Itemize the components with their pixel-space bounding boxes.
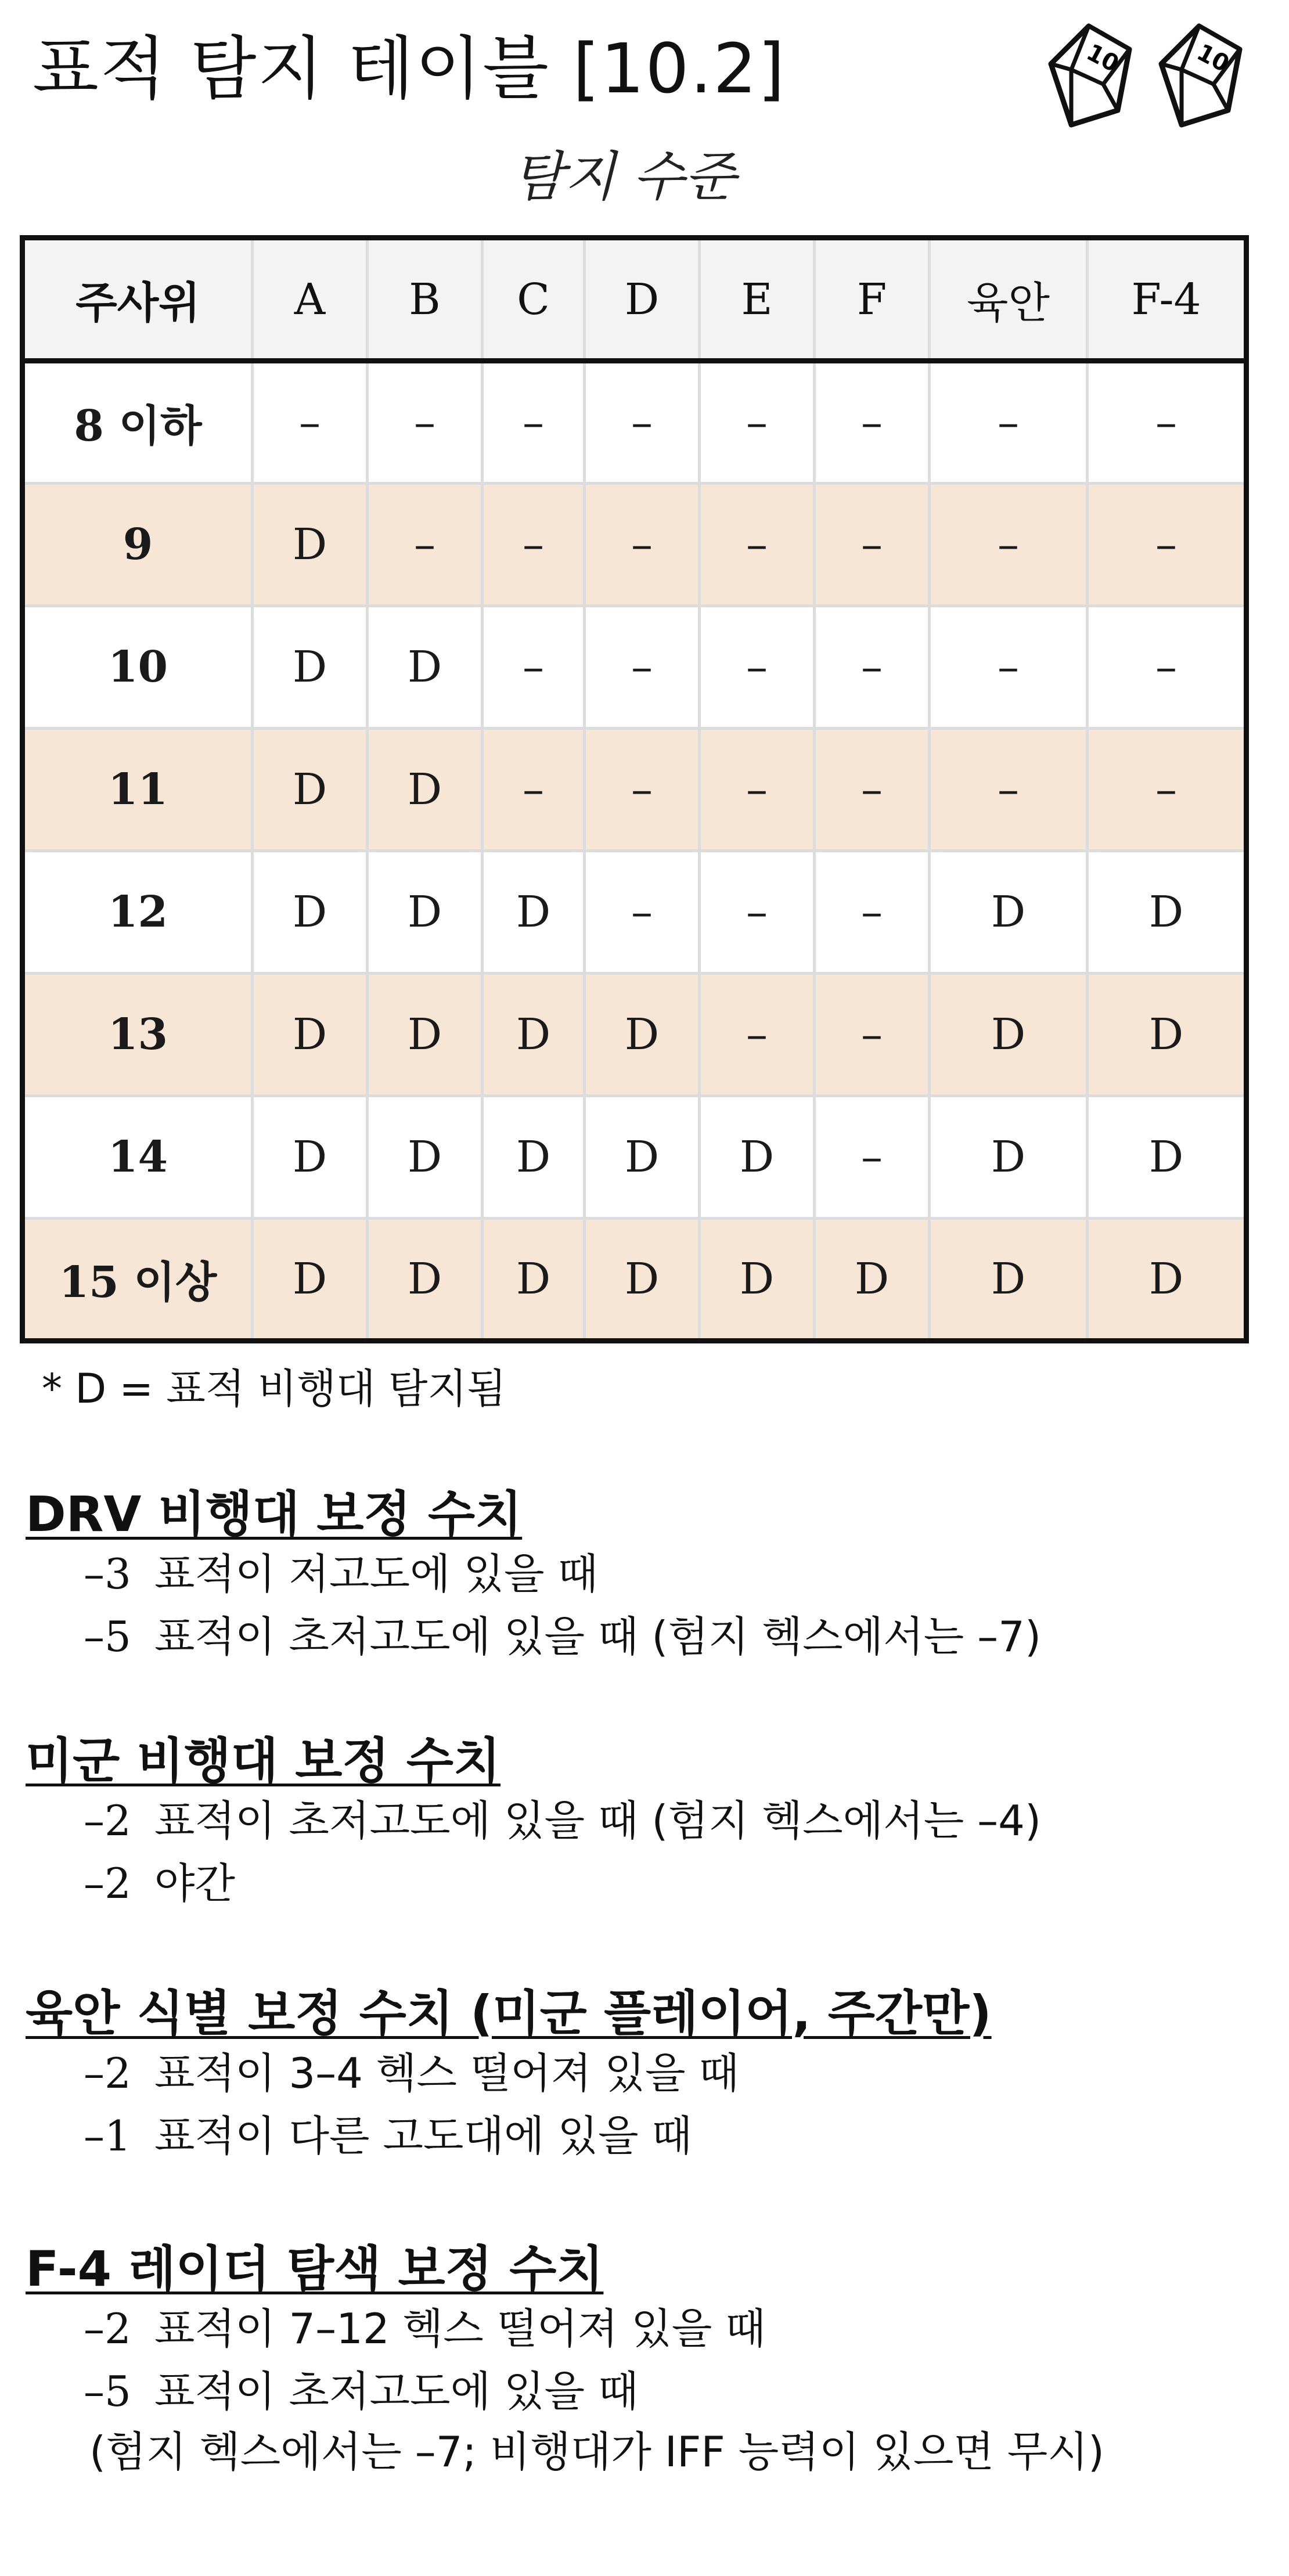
detection-cell: – [483, 729, 585, 851]
detection-cell: – [700, 606, 815, 729]
detection-cell: – [1088, 606, 1247, 729]
table-row [23, 1096, 1247, 1219]
table-row [23, 484, 1247, 606]
detection-cell: D [483, 851, 585, 974]
detection-cell: D [253, 484, 368, 606]
header-level-f: F [815, 238, 930, 361]
modifier-text: 야간 [154, 1858, 235, 1908]
header-f4: F-4 [1088, 238, 1247, 361]
die-label: 10 [1082, 39, 1124, 78]
detection-cell: D [700, 1096, 815, 1219]
detection-cell: D [483, 974, 585, 1096]
modifier-text: 표적이 초저고도에 있을 때 (험지 헥스에서는 –7) [154, 1612, 1042, 1661]
detection-cell: – [585, 361, 700, 484]
modifier-text: 표적이 저고도에 있을 때 [154, 1549, 598, 1598]
detection-cell: – [930, 729, 1088, 851]
detection-cell: D [253, 1219, 368, 1341]
table-row [23, 361, 1247, 484]
detection-cell: D [1088, 1096, 1247, 1219]
modifier-value: –1 [84, 2111, 131, 2160]
detection-cell: D [930, 974, 1088, 1096]
table-row [23, 729, 1247, 851]
header-visual: 육안 [930, 238, 1088, 361]
detection-cell: – [930, 361, 1088, 484]
detection-cell: D [368, 974, 483, 1096]
die-roll-cell: 15 이상 [23, 1219, 253, 1341]
table-row [23, 1219, 1247, 1341]
detection-cell: – [253, 361, 368, 484]
detection-cell: D [1088, 974, 1247, 1096]
detection-cell: D [368, 1096, 483, 1219]
detection-cell: D [585, 974, 700, 1096]
section-drv-modifiers [26, 1486, 1041, 1668]
detection-cell: – [1088, 361, 1247, 484]
detection-cell: – [585, 484, 700, 606]
detection-cell: D [253, 729, 368, 851]
modifier-note: (험지 헥스에서는 –7; 비행대가 IFF 능력이 있으면 무시) [89, 2427, 1105, 2476]
header-level-e: E [700, 238, 815, 361]
modifier-item [84, 1789, 1041, 1852]
page-title: 표적 탐지 테이블 [10.2] [33, 28, 786, 109]
d10-die-icon [1161, 26, 1240, 125]
table-body [23, 361, 1247, 1341]
detection-cell: D [1088, 1219, 1247, 1341]
die-roll-cell: 9 [23, 484, 253, 606]
detection-cell: – [815, 484, 930, 606]
dice-icon [1042, 17, 1274, 134]
detection-cell: D [368, 851, 483, 974]
detection-cell: D [930, 851, 1088, 974]
detection-cell: D [253, 974, 368, 1096]
header-level-b: B [368, 238, 483, 361]
modifier-item [84, 1605, 1041, 1668]
die-roll-cell: 8 이하 [23, 361, 253, 484]
d10-die-icon [1051, 26, 1129, 125]
table-row [23, 974, 1247, 1096]
detection-cell: D [368, 606, 483, 729]
table-row [23, 606, 1247, 729]
header-level-c: C [483, 238, 585, 361]
section-f4-radar-modifiers [26, 2241, 1104, 2481]
die-roll-cell: 12 [23, 851, 253, 974]
modifier-value: –2 [84, 2048, 131, 2098]
detection-cell: – [700, 851, 815, 974]
header-die: 주사위 [23, 238, 253, 361]
detection-cell: D [930, 1219, 1088, 1341]
detection-cell: D [253, 851, 368, 974]
detection-cell: D [253, 606, 368, 729]
detection-cell: – [815, 851, 930, 974]
detection-cell: – [585, 729, 700, 851]
modifier-text: 표적이 초저고도에 있을 때 [154, 2366, 639, 2416]
detection-cell: – [815, 729, 930, 851]
detection-cell: – [483, 606, 585, 729]
detection-cell: D [368, 729, 483, 851]
detection-cell: D [253, 1096, 368, 1219]
section-heading: F-4 레이더 탐색 보정 수치 [26, 2240, 604, 2297]
modifier-text: 표적이 3–4 헥스 떨어져 있을 때 [154, 2048, 739, 2098]
die-roll-cell: 14 [23, 1096, 253, 1219]
modifier-text: 표적이 초저고도에 있을 때 (험지 헥스에서는 –4) [154, 1796, 1042, 1845]
detection-cell: D [483, 1219, 585, 1341]
detection-cell: D [1088, 851, 1247, 974]
detection-cell: – [815, 1096, 930, 1219]
detection-cell: – [483, 361, 585, 484]
header-level-a: A [253, 238, 368, 361]
detection-cell: – [815, 606, 930, 729]
modifier-value: –3 [84, 1549, 131, 1598]
detection-cell: – [585, 606, 700, 729]
detection-table [20, 235, 1249, 1343]
detection-cell: D [483, 1096, 585, 1219]
detection-cell: D [700, 1219, 815, 1341]
table-header-row [23, 238, 1247, 361]
modifier-item [84, 1852, 1041, 1915]
die-roll-cell: 13 [23, 974, 253, 1096]
detection-cell: – [1088, 484, 1247, 606]
section-heading: 미군 비행대 보정 수치 [26, 1732, 501, 1789]
detection-cell: – [700, 974, 815, 1096]
die-roll-cell: 11 [23, 729, 253, 851]
detection-cell: – [815, 974, 930, 1096]
detection-cell: – [700, 361, 815, 484]
detection-cell: – [585, 851, 700, 974]
section-heading: DRV 비행대 보정 수치 [26, 1486, 523, 1543]
table-subtitle: 탐지 수준 [512, 146, 736, 208]
detection-cell: – [1088, 729, 1247, 851]
section-visual-modifiers [26, 1986, 992, 2167]
detection-cell: – [368, 484, 483, 606]
modifier-value: –5 [84, 2366, 131, 2416]
modifier-value: –5 [84, 1612, 131, 1661]
detection-cell: D [585, 1096, 700, 1219]
modifier-item [84, 2360, 1104, 2423]
detection-cell: – [483, 484, 585, 606]
die-roll-cell: 10 [23, 606, 253, 729]
table-footnote: * D = 표적 비행대 탐지됨 [42, 1365, 506, 1413]
detection-cell: D [585, 1219, 700, 1341]
detection-cell: – [368, 361, 483, 484]
section-us-modifiers [26, 1733, 1041, 1915]
detection-cell: – [700, 729, 815, 851]
detection-cell: – [700, 484, 815, 606]
detection-cell: – [930, 606, 1088, 729]
modifier-text: 표적이 다른 고도대에 있을 때 [154, 2111, 692, 2160]
detection-cell: – [930, 484, 1088, 606]
table-row [23, 851, 1247, 974]
modifier-item [84, 2105, 992, 2167]
detection-cell: D [815, 1219, 930, 1341]
detection-cell: D [930, 1096, 1088, 1219]
modifier-item [84, 1543, 1041, 1605]
modifier-value: –2 [84, 1858, 131, 1908]
detection-cell: – [815, 361, 930, 484]
header-level-d: D [585, 238, 700, 361]
section-heading: 육안 식별 보정 수치 (미군 플레이어, 주간만) [26, 1985, 992, 2042]
detection-cell: D [368, 1219, 483, 1341]
modifier-item [84, 2297, 1104, 2360]
modifier-value: –2 [84, 2304, 131, 2353]
modifier-text: 표적이 7–12 헥스 떨어져 있을 때 [154, 2304, 766, 2353]
modifier-item [84, 2042, 992, 2105]
die-label: 10 [1192, 39, 1234, 78]
modifier-value: –2 [84, 1796, 131, 1845]
